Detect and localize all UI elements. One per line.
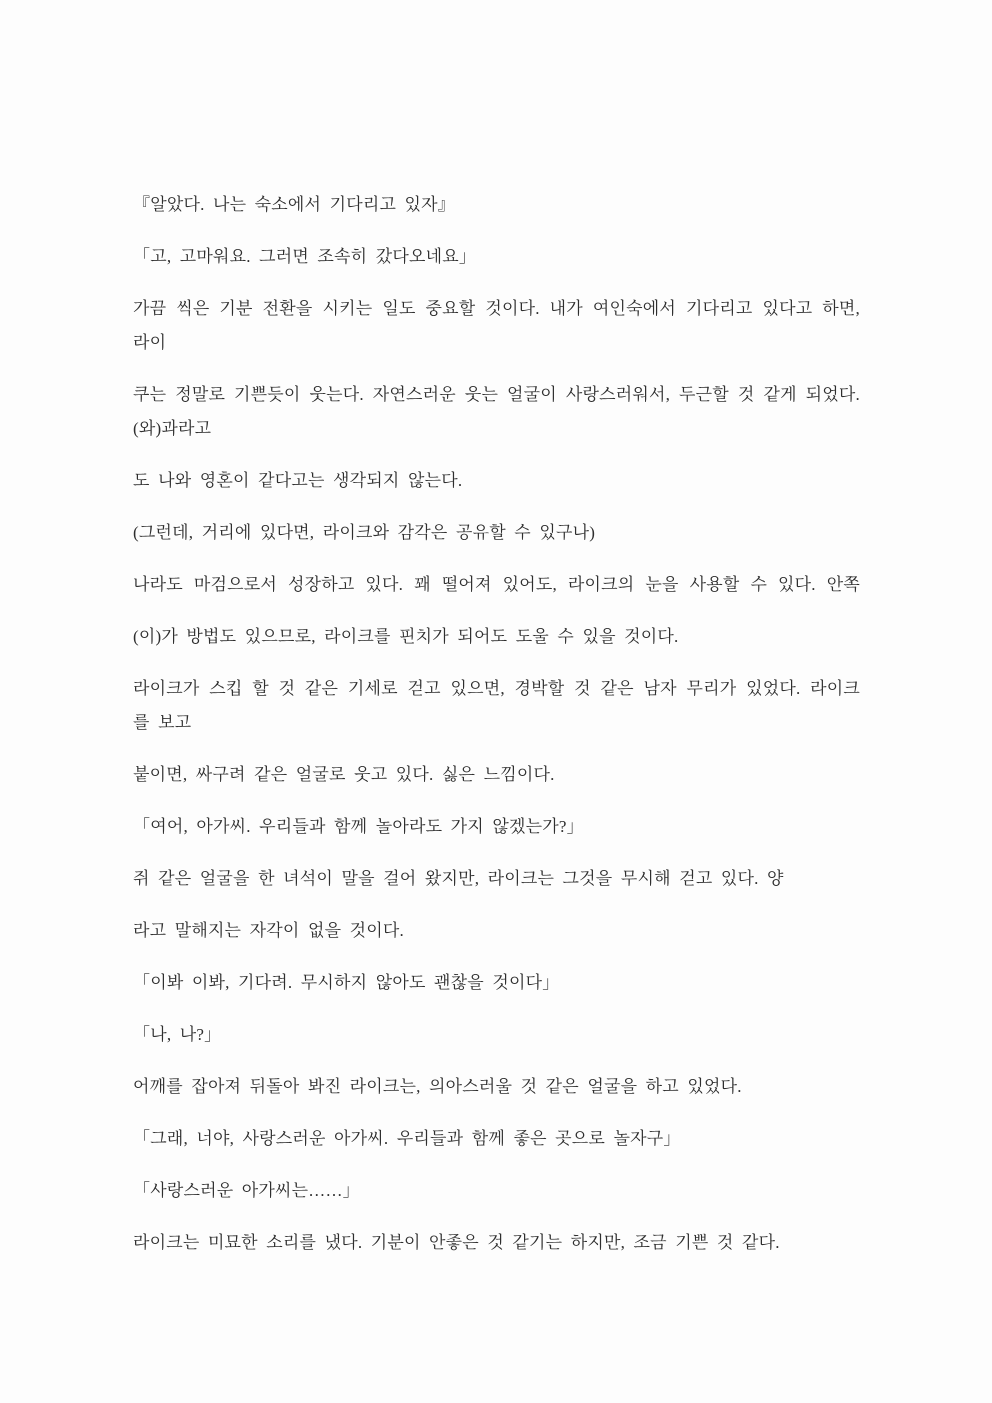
paragraph: [133, 758, 860, 792]
paragraph: [133, 862, 860, 896]
paragraph: [133, 378, 860, 446]
document-page: [133, 188, 860, 1278]
paragraph-line: 가끔 씩은 기분 전환을 시키는 일도 중요할 것이다. 내가 여인숙에서 기다리고 있다고 하면,: [133, 299, 860, 318]
paragraph-line: 「그래, 너야, 사랑스러운 아가씨. 우리들과 함께 좋은 곳으로 놀자구」: [133, 1129, 681, 1148]
paragraph: [133, 1226, 860, 1260]
paragraph-line: 붙이면, 싸구려 같은 얼굴로 웃고 있다. 싫은 느낌이다.: [133, 765, 555, 784]
paragraph: [133, 188, 860, 222]
paragraph-line: 쿠는 정말로 기쁜듯이 웃는다. 자연스러운 웃는 얼굴이 사랑스러워서, 두근할 것 같게 되었다.: [133, 385, 860, 404]
paragraph: [133, 1174, 860, 1208]
paragraph: [133, 1122, 860, 1156]
paragraph-line: 「나, 나?」: [133, 1025, 222, 1044]
paragraph-line: 「사랑스러운 아가씨는……」: [133, 1181, 360, 1200]
paragraph: [133, 966, 860, 1000]
paragraph-line: 라이크가 스킵 할 것 같은 기세로 걷고 있으면, 경박할 것 같은 남자 무리가 있었다. 라이크: [133, 679, 860, 698]
paragraph: [133, 568, 860, 602]
paragraph: [133, 516, 860, 550]
paragraph-line: 어깨를 잡아져 뒤돌아 봐진 라이크는, 의아스러울 것 같은 얼굴을 하고 있었다.: [133, 1077, 742, 1096]
paragraph: [133, 292, 860, 360]
paragraph: [133, 672, 860, 740]
paragraph: [133, 240, 860, 274]
paragraph-line: 라고 말해지는 자각이 없을 것이다.: [133, 921, 404, 940]
paragraph-line: 나라도 마검으로서 성장하고 있다. 꽤 떨어져 있어도, 라이크의 눈을 사용할 수 있다. 안쪽: [133, 575, 860, 594]
paragraph-line: 라이크는 미묘한 소리를 냈다. 기분이 안좋은 것 같기는 하지만, 조금 기쁜 것 같다.: [133, 1233, 780, 1252]
paragraph-line: 「고, 고마워요. 그러면 조속히 갔다오네요」: [133, 247, 477, 266]
paragraph-line: 도 나와 영혼이 같다고는 생각되지 않는다.: [133, 471, 463, 490]
paragraph: [133, 914, 860, 948]
paragraph-line: 쥐 같은 얼굴을 한 녀석이 말을 걸어 왔지만, 라이크는 그것을 무시해 걷고 있다. 양: [133, 869, 784, 888]
paragraph-line: (그런데, 거리에 있다면, 라이크와 감각은 공유할 수 있구나): [133, 523, 596, 542]
paragraph-line: 를 보고: [133, 713, 192, 732]
paragraph: [133, 1018, 860, 1052]
paragraph-line: 라이: [133, 333, 167, 352]
paragraph: [133, 620, 860, 654]
paragraph-line: 「여어, 아가씨. 우리들과 함께 놀아라도 가지 않겠는가?」: [133, 817, 584, 836]
paragraph: [133, 1070, 860, 1104]
paragraph-line: (와)과라고: [133, 419, 212, 438]
paragraph: [133, 810, 860, 844]
paragraph: [133, 464, 860, 498]
paragraph-line: 『알았다. 나는 숙소에서 기다리고 있자』: [133, 195, 455, 214]
paragraph-line: (이)가 방법도 있으므로, 라이크를 핀치가 되어도 도울 수 있을 것이다.: [133, 627, 679, 646]
paragraph-line: 「이봐 이봐, 기다려. 무시하지 않아도 괜찮을 것이다」: [133, 973, 560, 992]
